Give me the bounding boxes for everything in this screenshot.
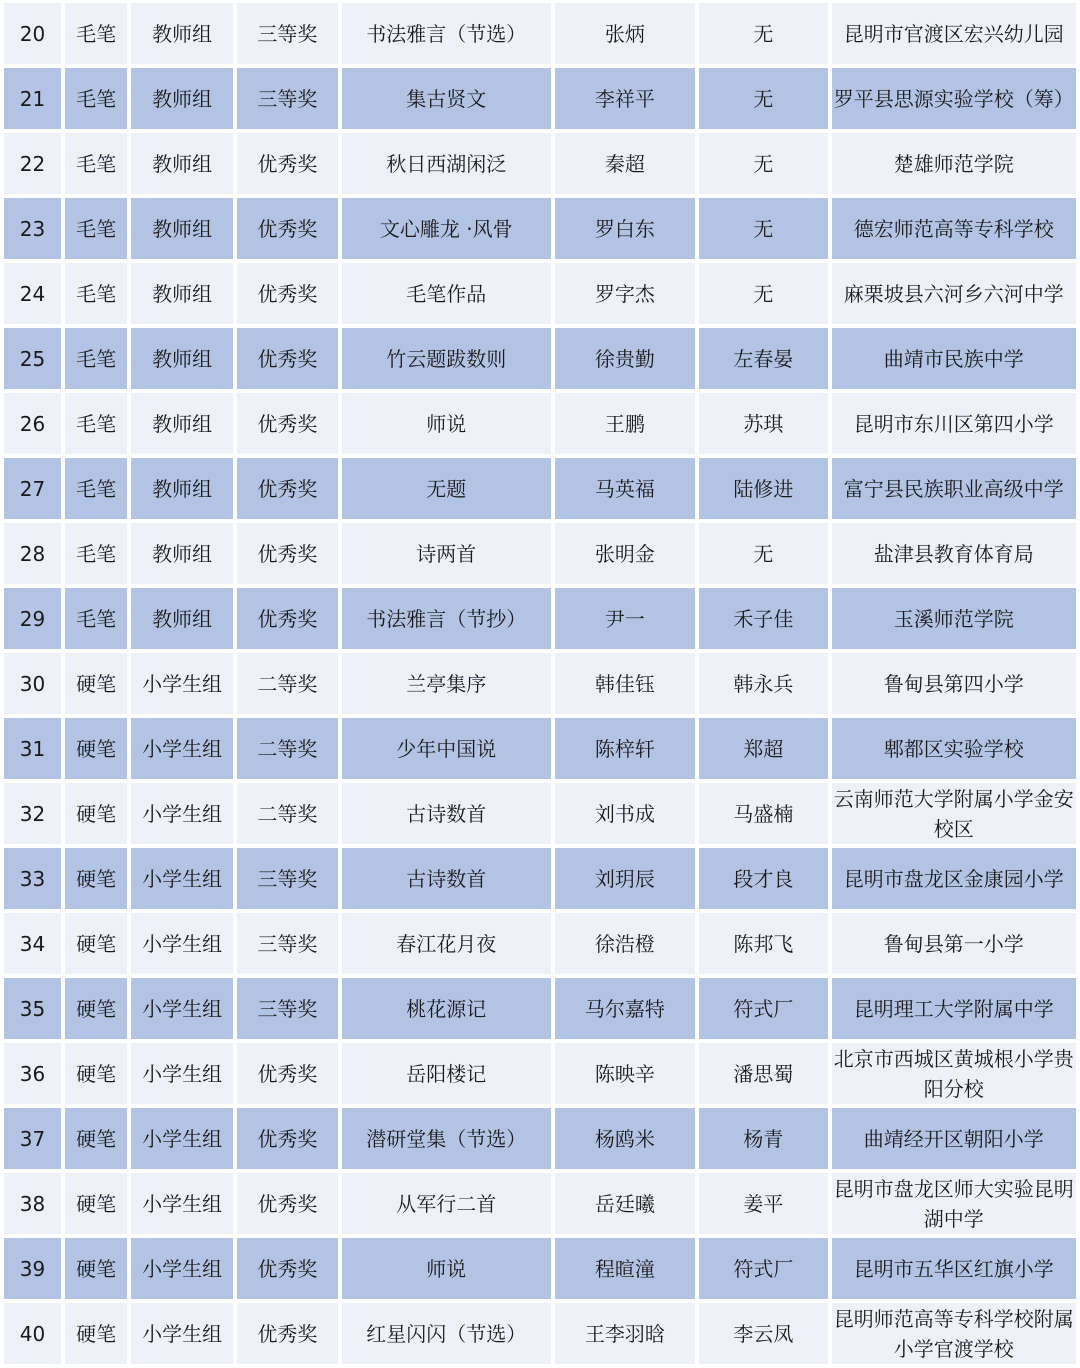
cell-no: 38 — [4, 1173, 61, 1234]
cell-school: 昆明市盘龙区金康园小学 — [832, 848, 1077, 909]
cell-title: 师说 — [342, 1238, 551, 1299]
cell-title: 古诗数首 — [342, 848, 551, 909]
cell-award: 优秀奖 — [237, 1108, 338, 1169]
cell-author: 徐浩橙 — [555, 913, 696, 974]
cell-award: 二等奖 — [237, 653, 338, 714]
cell-author: 程暄潼 — [555, 1238, 696, 1299]
cell-group: 教师组 — [131, 133, 233, 194]
cell-group: 小学生组 — [131, 1043, 233, 1104]
cell-group: 教师组 — [131, 328, 233, 389]
table-row — [4, 1173, 1076, 1234]
cell-award: 优秀奖 — [237, 393, 338, 454]
cell-title: 集古贤文 — [342, 68, 551, 129]
cell-group: 小学生组 — [131, 783, 233, 844]
cell-school: 罗平县思源实验学校（筹） — [832, 68, 1077, 129]
cell-teacher: 苏琪 — [699, 393, 827, 454]
cell-school: 昆明市东川区第四小学 — [832, 393, 1077, 454]
cell-award: 二等奖 — [237, 783, 338, 844]
table-row — [4, 328, 1076, 389]
cell-group: 教师组 — [131, 523, 233, 584]
cell-school: 昆明市官渡区宏兴幼儿园 — [832, 3, 1077, 64]
cell-type: 毛笔 — [65, 523, 127, 584]
cell-author: 杨鸥米 — [555, 1108, 696, 1169]
table-row — [4, 653, 1076, 714]
cell-no: 27 — [4, 458, 61, 519]
cell-title: 秋日西湖闲泛 — [342, 133, 551, 194]
cell-no: 34 — [4, 913, 61, 974]
cell-no: 29 — [4, 588, 61, 649]
cell-author: 陈梓轩 — [555, 718, 696, 779]
cell-teacher: 无 — [699, 263, 827, 324]
cell-school: 昆明理工大学附属中学 — [832, 978, 1077, 1039]
cell-title: 春江花月夜 — [342, 913, 551, 974]
cell-author: 秦超 — [555, 133, 696, 194]
cell-title: 书法雅言（节抄） — [342, 588, 551, 649]
cell-author: 王李羽晗 — [555, 1303, 696, 1364]
cell-award: 优秀奖 — [237, 133, 338, 194]
cell-no: 37 — [4, 1108, 61, 1169]
cell-school: 郫都区实验学校 — [832, 718, 1077, 779]
cell-no: 35 — [4, 978, 61, 1039]
cell-no: 33 — [4, 848, 61, 909]
cell-type: 硬笔 — [65, 1173, 127, 1234]
cell-title: 少年中国说 — [342, 718, 551, 779]
cell-teacher: 禾子佳 — [699, 588, 827, 649]
cell-title: 诗两首 — [342, 523, 551, 584]
cell-no: 25 — [4, 328, 61, 389]
cell-type: 硬笔 — [65, 1043, 127, 1104]
cell-no: 26 — [4, 393, 61, 454]
cell-author: 韩佳钰 — [555, 653, 696, 714]
cell-school: 盐津县教育体育局 — [832, 523, 1077, 584]
table-row — [4, 1238, 1076, 1299]
cell-group: 小学生组 — [131, 1108, 233, 1169]
cell-author: 张明金 — [555, 523, 696, 584]
cell-group: 小学生组 — [131, 1303, 233, 1364]
cell-title: 潜研堂集（节选） — [342, 1108, 551, 1169]
cell-teacher: 符式厂 — [699, 978, 827, 1039]
cell-group: 教师组 — [131, 198, 233, 259]
cell-group: 小学生组 — [131, 1238, 233, 1299]
cell-type: 硬笔 — [65, 848, 127, 909]
cell-school: 麻栗坡县六河乡六河中学 — [832, 263, 1077, 324]
cell-school: 富宁县民族职业高级中学 — [832, 458, 1077, 519]
cell-school: 曲靖市民族中学 — [832, 328, 1077, 389]
cell-no: 22 — [4, 133, 61, 194]
cell-teacher: 无 — [699, 3, 827, 64]
cell-award: 三等奖 — [237, 978, 338, 1039]
cell-title: 毛笔作品 — [342, 263, 551, 324]
cell-group: 小学生组 — [131, 718, 233, 779]
cell-type: 毛笔 — [65, 3, 127, 64]
cell-school: 德宏师范高等专科学校 — [832, 198, 1077, 259]
cell-type: 硬笔 — [65, 913, 127, 974]
cell-teacher: 李云凤 — [699, 1303, 827, 1364]
table-row — [4, 1303, 1076, 1364]
cell-award: 优秀奖 — [237, 588, 338, 649]
table-row — [4, 848, 1076, 909]
cell-teacher: 杨青 — [699, 1108, 827, 1169]
cell-teacher: 马盛楠 — [699, 783, 827, 844]
cell-author: 李祥平 — [555, 68, 696, 129]
cell-teacher: 姜平 — [699, 1173, 827, 1234]
cell-teacher: 段才良 — [699, 848, 827, 909]
cell-teacher: 韩永兵 — [699, 653, 827, 714]
cell-title: 古诗数首 — [342, 783, 551, 844]
cell-school: 楚雄师范学院 — [832, 133, 1077, 194]
cell-title: 书法雅言（节选） — [342, 3, 551, 64]
cell-award: 三等奖 — [237, 68, 338, 129]
table-body — [4, 3, 1076, 1364]
cell-no: 20 — [4, 3, 61, 64]
cell-school: 曲靖经开区朝阳小学 — [832, 1108, 1077, 1169]
cell-no: 36 — [4, 1043, 61, 1104]
cell-group: 教师组 — [131, 3, 233, 64]
cell-type: 毛笔 — [65, 328, 127, 389]
cell-no: 39 — [4, 1238, 61, 1299]
cell-author: 罗字杰 — [555, 263, 696, 324]
cell-school: 云南师范大学附属小学金安校区 — [832, 783, 1077, 844]
table-row — [4, 263, 1076, 324]
cell-award: 优秀奖 — [237, 328, 338, 389]
cell-type: 硬笔 — [65, 653, 127, 714]
table-row — [4, 1043, 1076, 1104]
cell-award: 优秀奖 — [237, 1238, 338, 1299]
cell-type: 硬笔 — [65, 783, 127, 844]
cell-school: 北京市西城区黄城根小学贵阳分校 — [832, 1043, 1077, 1104]
table-row — [4, 523, 1076, 584]
cell-title: 文心雕龙 ·风骨 — [342, 198, 551, 259]
cell-group: 教师组 — [131, 393, 233, 454]
table-row — [4, 133, 1076, 194]
cell-award: 优秀奖 — [237, 523, 338, 584]
cell-no: 23 — [4, 198, 61, 259]
cell-award: 优秀奖 — [237, 458, 338, 519]
cell-type: 毛笔 — [65, 393, 127, 454]
table-row — [4, 718, 1076, 779]
cell-teacher: 无 — [699, 523, 827, 584]
cell-author: 刘书成 — [555, 783, 696, 844]
cell-no: 32 — [4, 783, 61, 844]
cell-title: 岳阳楼记 — [342, 1043, 551, 1104]
cell-school: 鲁甸县第一小学 — [832, 913, 1077, 974]
cell-group: 小学生组 — [131, 978, 233, 1039]
cell-author: 徐贵勤 — [555, 328, 696, 389]
table-row — [4, 393, 1076, 454]
cell-title: 兰亭集序 — [342, 653, 551, 714]
cell-teacher: 郑超 — [699, 718, 827, 779]
cell-type: 硬笔 — [65, 1108, 127, 1169]
cell-author: 王鹏 — [555, 393, 696, 454]
cell-school: 玉溪师范学院 — [832, 588, 1077, 649]
cell-award: 优秀奖 — [237, 1173, 338, 1234]
cell-author: 刘玥辰 — [555, 848, 696, 909]
cell-group: 小学生组 — [131, 848, 233, 909]
cell-group: 小学生组 — [131, 913, 233, 974]
cell-title: 师说 — [342, 393, 551, 454]
table-row — [4, 978, 1076, 1039]
cell-group: 教师组 — [131, 68, 233, 129]
cell-award: 二等奖 — [237, 718, 338, 779]
cell-teacher: 陈邦飞 — [699, 913, 827, 974]
cell-award: 三等奖 — [237, 3, 338, 64]
cell-no: 21 — [4, 68, 61, 129]
cell-title: 竹云题跋数则 — [342, 328, 551, 389]
table-row — [4, 68, 1076, 129]
cell-award: 三等奖 — [237, 848, 338, 909]
table-row — [4, 1108, 1076, 1169]
cell-author: 尹一 — [555, 588, 696, 649]
cell-group: 教师组 — [131, 458, 233, 519]
cell-group: 教师组 — [131, 263, 233, 324]
cell-school: 昆明市盘龙区师大实验昆明湖中学 — [832, 1173, 1077, 1234]
cell-type: 硬笔 — [65, 1303, 127, 1364]
cell-teacher: 符式厂 — [699, 1238, 827, 1299]
table-row — [4, 783, 1076, 844]
cell-title: 从军行二首 — [342, 1173, 551, 1234]
table-row — [4, 198, 1076, 259]
cell-title: 无题 — [342, 458, 551, 519]
cell-no: 24 — [4, 263, 61, 324]
cell-teacher: 陆修进 — [699, 458, 827, 519]
cell-type: 硬笔 — [65, 978, 127, 1039]
cell-teacher: 无 — [699, 68, 827, 129]
cell-author: 罗白东 — [555, 198, 696, 259]
cell-type: 硬笔 — [65, 1238, 127, 1299]
cell-no: 40 — [4, 1303, 61, 1364]
cell-group: 小学生组 — [131, 1173, 233, 1234]
cell-award: 三等奖 — [237, 913, 338, 974]
cell-award: 优秀奖 — [237, 1303, 338, 1364]
cell-teacher: 潘思蜀 — [699, 1043, 827, 1104]
cell-school: 昆明师范高等专科学校附属小学官渡学校 — [832, 1303, 1077, 1364]
cell-author: 岳廷曦 — [555, 1173, 696, 1234]
cell-author: 马尔嘉特 — [555, 978, 696, 1039]
table-row — [4, 588, 1076, 649]
cell-no: 31 — [4, 718, 61, 779]
cell-type: 毛笔 — [65, 458, 127, 519]
cell-school: 昆明市五华区红旗小学 — [832, 1238, 1077, 1299]
cell-author: 张炳 — [555, 3, 696, 64]
cell-group: 小学生组 — [131, 653, 233, 714]
table-row — [4, 458, 1076, 519]
cell-school: 鲁甸县第四小学 — [832, 653, 1077, 714]
cell-type: 毛笔 — [65, 133, 127, 194]
cell-type: 毛笔 — [65, 68, 127, 129]
cell-teacher: 无 — [699, 198, 827, 259]
cell-title: 桃花源记 — [342, 978, 551, 1039]
cell-type: 毛笔 — [65, 263, 127, 324]
cell-teacher: 无 — [699, 133, 827, 194]
cell-author: 马英福 — [555, 458, 696, 519]
table-row — [4, 3, 1076, 64]
cell-teacher: 左春晏 — [699, 328, 827, 389]
cell-no: 30 — [4, 653, 61, 714]
cell-group: 教师组 — [131, 588, 233, 649]
cell-author: 陈映辛 — [555, 1043, 696, 1104]
cell-award: 优秀奖 — [237, 198, 338, 259]
cell-type: 硬笔 — [65, 718, 127, 779]
table-row — [4, 913, 1076, 974]
cell-award: 优秀奖 — [237, 1043, 338, 1104]
cell-type: 毛笔 — [65, 588, 127, 649]
cell-title: 红星闪闪（节选） — [342, 1303, 551, 1364]
cell-type: 毛笔 — [65, 198, 127, 259]
cell-no: 28 — [4, 523, 61, 584]
cell-award: 优秀奖 — [237, 263, 338, 324]
